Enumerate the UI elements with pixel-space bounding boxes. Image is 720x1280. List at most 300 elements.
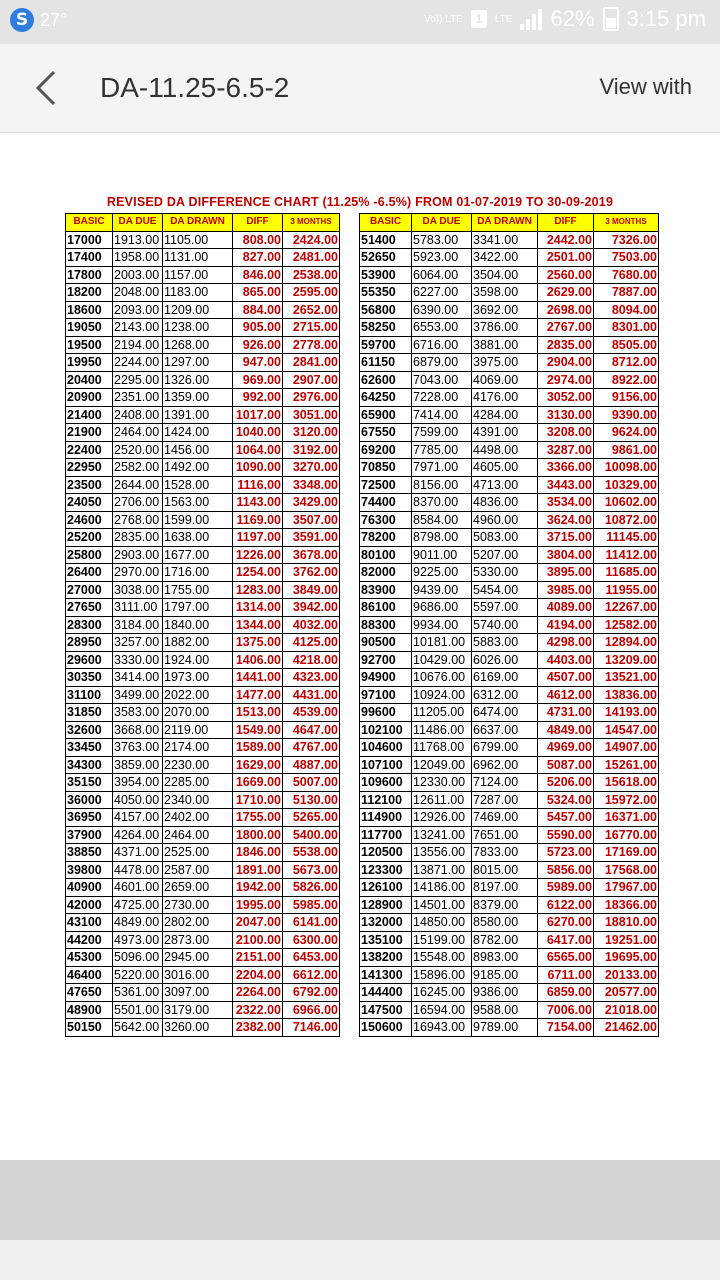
- table-row: [66, 476, 340, 494]
- cell-3-months: 2424.00: [283, 231, 340, 249]
- cell-da-due: 2351.00: [113, 389, 163, 407]
- cell-diff: 6859.00: [538, 984, 594, 1002]
- table-row: [360, 721, 659, 739]
- cell-basic: 135100: [360, 931, 412, 949]
- cell-da-drawn: 1563.00: [163, 494, 233, 512]
- cell-da-due: 16245.00: [412, 984, 472, 1002]
- table-row: [66, 809, 340, 827]
- cell-da-due: 3111.00: [113, 599, 163, 617]
- header-diff: DIFF: [233, 214, 283, 232]
- cell-da-drawn: 3786.00: [472, 319, 538, 337]
- table-row: [66, 336, 340, 354]
- cell-da-drawn: 6799.00: [472, 739, 538, 757]
- cell-da-drawn: 1238.00: [163, 319, 233, 337]
- cell-diff: 7006.00: [538, 1001, 594, 1019]
- cell-diff: 1995.00: [233, 896, 283, 914]
- cell-da-drawn: 6169.00: [472, 669, 538, 687]
- cell-da-drawn: 2119.00: [163, 721, 233, 739]
- table-row: [360, 931, 659, 949]
- cell-basic: 138200: [360, 949, 412, 967]
- cell-da-due: 13871.00: [412, 861, 472, 879]
- cell-3-months: 17169.00: [594, 844, 659, 862]
- cell-basic: 74400: [360, 494, 412, 512]
- cell-da-due: 2644.00: [113, 476, 163, 494]
- cell-da-due: 1958.00: [113, 249, 163, 267]
- cell-3-months: 11685.00: [594, 564, 659, 582]
- cell-da-drawn: 1599.00: [163, 511, 233, 529]
- cell-da-due: 3954.00: [113, 774, 163, 792]
- table-row: [360, 914, 659, 932]
- table-row: [66, 914, 340, 932]
- table-row: [360, 861, 659, 879]
- cell-basic: 20400: [66, 371, 113, 389]
- cell-da-due: 5642.00: [113, 1019, 163, 1037]
- table-row: [360, 791, 659, 809]
- cell-diff: 3443.00: [538, 476, 594, 494]
- cell-basic: 62600: [360, 371, 412, 389]
- cell-da-drawn: 7469.00: [472, 809, 538, 827]
- cell-da-due: 2768.00: [113, 511, 163, 529]
- cell-basic: 56800: [360, 301, 412, 319]
- cell-3-months: 2976.00: [283, 389, 340, 407]
- cell-basic: 45300: [66, 949, 113, 967]
- cell-diff: 1226.00: [233, 546, 283, 564]
- cell-da-drawn: 1882.00: [163, 634, 233, 652]
- cell-3-months: 14547.00: [594, 721, 659, 739]
- cell-da-drawn: 2070.00: [163, 704, 233, 722]
- cell-3-months: 20577.00: [594, 984, 659, 1002]
- cell-da-drawn: 1973.00: [163, 669, 233, 687]
- cell-da-drawn: 1326.00: [163, 371, 233, 389]
- cell-da-drawn: 1797.00: [163, 599, 233, 617]
- table-row: [66, 721, 340, 739]
- cell-da-drawn: 1105.00: [163, 231, 233, 249]
- cell-da-drawn: 1677.00: [163, 546, 233, 564]
- cell-da-due: 16594.00: [412, 1001, 472, 1019]
- cell-da-due: 12330.00: [412, 774, 472, 792]
- cell-da-drawn: 7124.00: [472, 774, 538, 792]
- cell-diff: 1143.00: [233, 494, 283, 512]
- cell-da-drawn: 3975.00: [472, 354, 538, 372]
- cell-basic: 35150: [66, 774, 113, 792]
- cell-diff: 4403.00: [538, 651, 594, 669]
- cell-diff: 5723.00: [538, 844, 594, 862]
- cell-da-drawn: 8782.00: [472, 931, 538, 949]
- cell-da-due: 3668.00: [113, 721, 163, 739]
- cell-da-drawn: 2730.00: [163, 896, 233, 914]
- cell-diff: 2904.00: [538, 354, 594, 372]
- cell-basic: 69200: [360, 441, 412, 459]
- cell-da-drawn: 8197.00: [472, 879, 538, 897]
- cell-da-drawn: 8983.00: [472, 949, 538, 967]
- cell-diff: 1513.00: [233, 704, 283, 722]
- cell-basic: 120500: [360, 844, 412, 862]
- cell-3-months: 2778.00: [283, 336, 340, 354]
- table-row: [66, 669, 340, 687]
- cell-3-months: 4032.00: [283, 616, 340, 634]
- cell-diff: 6122.00: [538, 896, 594, 914]
- cell-da-drawn: 9386.00: [472, 984, 538, 1002]
- cell-3-months: 2715.00: [283, 319, 340, 337]
- cell-basic: 44200: [66, 931, 113, 949]
- view-with-button[interactable]: View with: [599, 74, 692, 99]
- signal-icon: [520, 8, 542, 30]
- cell-3-months: 6453.00: [283, 949, 340, 967]
- cell-basic: 117700: [360, 826, 412, 844]
- cell-da-due: 2048.00: [113, 284, 163, 302]
- cell-da-drawn: 1297.00: [163, 354, 233, 372]
- cell-basic: 90500: [360, 634, 412, 652]
- cell-da-due: 5923.00: [412, 249, 472, 267]
- cell-da-drawn: 3260.00: [163, 1019, 233, 1037]
- cell-3-months: 3678.00: [283, 546, 340, 564]
- cell-diff: 2100.00: [233, 931, 283, 949]
- table-row: [66, 739, 340, 757]
- cell-basic: 141300: [360, 966, 412, 984]
- cell-diff: 2264.00: [233, 984, 283, 1002]
- cell-3-months: 5400.00: [283, 826, 340, 844]
- cell-basic: 27000: [66, 581, 113, 599]
- cell-3-months: 9156.00: [594, 389, 659, 407]
- cell-basic: 25200: [66, 529, 113, 547]
- cell-diff: 6417.00: [538, 931, 594, 949]
- cell-basic: 104600: [360, 739, 412, 757]
- cell-3-months: 7146.00: [283, 1019, 340, 1037]
- table-row: [66, 266, 340, 284]
- cell-3-months: 17568.00: [594, 861, 659, 879]
- cell-3-months: 11955.00: [594, 581, 659, 599]
- cell-3-months: 3120.00: [283, 424, 340, 442]
- cell-diff: 2974.00: [538, 371, 594, 389]
- cell-diff: 2047.00: [233, 914, 283, 932]
- cell-3-months: 16770.00: [594, 826, 659, 844]
- table-row: [360, 354, 659, 372]
- table-row: [66, 231, 340, 249]
- cell-3-months: 15618.00: [594, 774, 659, 792]
- cell-da-due: 8584.00: [412, 511, 472, 529]
- cell-3-months: 9861.00: [594, 441, 659, 459]
- cell-da-due: 6553.00: [412, 319, 472, 337]
- chevron-left-icon: [24, 64, 72, 112]
- cell-diff: 5590.00: [538, 826, 594, 844]
- cell-basic: 21900: [66, 424, 113, 442]
- cell-da-drawn: 2659.00: [163, 879, 233, 897]
- cell-3-months: 6612.00: [283, 966, 340, 984]
- table-row: [66, 634, 340, 652]
- cell-da-due: 6879.00: [412, 354, 472, 372]
- cell-diff: 2698.00: [538, 301, 594, 319]
- cell-3-months: 5985.00: [283, 896, 340, 914]
- cell-diff: 1254.00: [233, 564, 283, 582]
- table-row: [360, 739, 659, 757]
- table-row: [360, 406, 659, 424]
- cell-diff: 2835.00: [538, 336, 594, 354]
- document-page: [0, 133, 720, 1160]
- cell-diff: 1344.00: [233, 616, 283, 634]
- table-row: [66, 424, 340, 442]
- table-row: [360, 231, 659, 249]
- cell-3-months: 19695.00: [594, 949, 659, 967]
- cell-da-due: 5361.00: [113, 984, 163, 1002]
- cell-basic: 26400: [66, 564, 113, 582]
- table-row: [66, 511, 340, 529]
- table-row: [360, 774, 659, 792]
- table-row: [360, 1019, 659, 1037]
- cell-diff: 2382.00: [233, 1019, 283, 1037]
- table-row: [360, 511, 659, 529]
- cell-basic: 40900: [66, 879, 113, 897]
- cell-diff: 5206.00: [538, 774, 594, 792]
- cell-da-due: 7599.00: [412, 424, 472, 442]
- cell-basic: 31850: [66, 704, 113, 722]
- cell-da-due: 2194.00: [113, 336, 163, 354]
- cell-diff: 2151.00: [233, 949, 283, 967]
- cell-da-due: 5096.00: [113, 949, 163, 967]
- sim-indicator: 1: [471, 10, 487, 28]
- cell-basic: 88300: [360, 616, 412, 634]
- table-row: [66, 931, 340, 949]
- cell-da-due: 4050.00: [113, 791, 163, 809]
- table-row: [360, 651, 659, 669]
- da-table-right: [359, 213, 659, 1037]
- cell-basic: 50150: [66, 1019, 113, 1037]
- cell-diff: 1629.00: [233, 756, 283, 774]
- table-row: [360, 581, 659, 599]
- cell-da-due: 3184.00: [113, 616, 163, 634]
- table-row: [66, 546, 340, 564]
- cell-da-drawn: 5083.00: [472, 529, 538, 547]
- cell-basic: 39800: [66, 861, 113, 879]
- clock: 3:15 pm: [626, 6, 706, 31]
- cell-da-due: 2706.00: [113, 494, 163, 512]
- cell-3-months: 12582.00: [594, 616, 659, 634]
- cell-da-due: 10924.00: [412, 686, 472, 704]
- header-basic: BASIC: [360, 214, 412, 232]
- cell-da-due: 5783.00: [412, 231, 472, 249]
- cell-da-drawn: 1755.00: [163, 581, 233, 599]
- cell-basic: 97100: [360, 686, 412, 704]
- cell-da-due: 2520.00: [113, 441, 163, 459]
- cell-3-months: 5265.00: [283, 809, 340, 827]
- cell-3-months: 3942.00: [283, 599, 340, 617]
- document-viewer[interactable]: [0, 133, 720, 1280]
- cell-basic: 78200: [360, 529, 412, 547]
- table-row: [66, 441, 340, 459]
- cell-da-due: 3257.00: [113, 634, 163, 652]
- cell-da-drawn: 4605.00: [472, 459, 538, 477]
- cell-basic: 53900: [360, 266, 412, 284]
- title-bar: [0, 44, 720, 133]
- cell-da-due: 10429.00: [412, 651, 472, 669]
- cell-diff: 2501.00: [538, 249, 594, 267]
- cell-diff: 1017.00: [233, 406, 283, 424]
- cell-3-months: 6792.00: [283, 984, 340, 1002]
- cell-3-months: 17967.00: [594, 879, 659, 897]
- cell-3-months: 5826.00: [283, 879, 340, 897]
- cell-da-drawn: 1424.00: [163, 424, 233, 442]
- cell-basic: 64250: [360, 389, 412, 407]
- cell-diff: 6711.00: [538, 966, 594, 984]
- cell-basic: 92700: [360, 651, 412, 669]
- table-row: [360, 546, 659, 564]
- table-row: [360, 494, 659, 512]
- cell-da-due: 3038.00: [113, 581, 163, 599]
- cell-3-months: 2907.00: [283, 371, 340, 389]
- cell-da-drawn: 3692.00: [472, 301, 538, 319]
- cell-da-due: 12049.00: [412, 756, 472, 774]
- cell-3-months: 7503.00: [594, 249, 659, 267]
- table-row: [360, 879, 659, 897]
- cell-da-drawn: 5883.00: [472, 634, 538, 652]
- cell-da-due: 9439.00: [412, 581, 472, 599]
- cell-diff: 5989.00: [538, 879, 594, 897]
- cell-basic: 25800: [66, 546, 113, 564]
- cell-da-drawn: 5330.00: [472, 564, 538, 582]
- lte-indicator: LTE: [494, 13, 513, 25]
- cell-da-drawn: 1268.00: [163, 336, 233, 354]
- cell-da-drawn: 3422.00: [472, 249, 538, 267]
- cell-da-drawn: 3598.00: [472, 284, 538, 302]
- cell-da-drawn: 5454.00: [472, 581, 538, 599]
- header-3-months: 3 MONTHS: [283, 214, 340, 232]
- cell-da-due: 2143.00: [113, 319, 163, 337]
- cell-3-months: 6966.00: [283, 1001, 340, 1019]
- cell-3-months: 8922.00: [594, 371, 659, 389]
- back-button[interactable]: [24, 64, 72, 112]
- table-row: [360, 949, 659, 967]
- cell-da-due: 7785.00: [412, 441, 472, 459]
- cell-basic: 22400: [66, 441, 113, 459]
- cell-3-months: 13521.00: [594, 669, 659, 687]
- cell-diff: 5087.00: [538, 756, 594, 774]
- cell-diff: 2442.00: [538, 231, 594, 249]
- table-header-row: [66, 214, 340, 232]
- cell-da-due: 15548.00: [412, 949, 472, 967]
- cell-da-due: 9011.00: [412, 546, 472, 564]
- table-row: [360, 284, 659, 302]
- cell-basic: 17000: [66, 231, 113, 249]
- cell-3-months: 18810.00: [594, 914, 659, 932]
- cell-basic: 83900: [360, 581, 412, 599]
- cell-basic: 22950: [66, 459, 113, 477]
- cell-diff: 3895.00: [538, 564, 594, 582]
- cell-da-due: 3583.00: [113, 704, 163, 722]
- cell-diff: 2767.00: [538, 319, 594, 337]
- cell-diff: 1891.00: [233, 861, 283, 879]
- table-row: [66, 371, 340, 389]
- cell-da-due: 4973.00: [113, 931, 163, 949]
- cell-da-due: 2244.00: [113, 354, 163, 372]
- table-row: [360, 301, 659, 319]
- cell-da-due: 6390.00: [412, 301, 472, 319]
- cell-da-drawn: 1638.00: [163, 529, 233, 547]
- header-diff: DIFF: [538, 214, 594, 232]
- cell-basic: 19950: [66, 354, 113, 372]
- cell-basic: 107100: [360, 756, 412, 774]
- table-row: [360, 669, 659, 687]
- cell-da-drawn: 4960.00: [472, 511, 538, 529]
- table-row: [66, 564, 340, 582]
- cell-basic: 17800: [66, 266, 113, 284]
- cell-basic: 17400: [66, 249, 113, 267]
- cell-diff: 6565.00: [538, 949, 594, 967]
- cell-3-months: 3348.00: [283, 476, 340, 494]
- cell-diff: 1375.00: [233, 634, 283, 652]
- cell-diff: 1549.00: [233, 721, 283, 739]
- cell-3-months: 5538.00: [283, 844, 340, 862]
- table-row: [66, 616, 340, 634]
- cell-basic: 52650: [360, 249, 412, 267]
- cell-diff: 6270.00: [538, 914, 594, 932]
- cell-3-months: 3591.00: [283, 529, 340, 547]
- cell-da-drawn: 5740.00: [472, 616, 538, 634]
- cell-da-due: 2295.00: [113, 371, 163, 389]
- table-row: [66, 984, 340, 1002]
- cell-diff: 2204.00: [233, 966, 283, 984]
- table-row: [66, 756, 340, 774]
- cell-basic: 150600: [360, 1019, 412, 1037]
- cell-da-due: 14850.00: [412, 914, 472, 932]
- table-row: [66, 249, 340, 267]
- cell-3-months: 16371.00: [594, 809, 659, 827]
- cell-da-due: 2003.00: [113, 266, 163, 284]
- cell-basic: 126100: [360, 879, 412, 897]
- table-row: [360, 266, 659, 284]
- cell-3-months: 5673.00: [283, 861, 340, 879]
- table-row: [360, 336, 659, 354]
- cell-da-due: 16943.00: [412, 1019, 472, 1037]
- cell-basic: 29600: [66, 651, 113, 669]
- cell-3-months: 3849.00: [283, 581, 340, 599]
- cell-3-months: 3192.00: [283, 441, 340, 459]
- cell-basic: 30350: [66, 669, 113, 687]
- cell-da-drawn: 4284.00: [472, 406, 538, 424]
- table-row: [66, 791, 340, 809]
- table-row: [66, 704, 340, 722]
- cell-3-months: 11145.00: [594, 529, 659, 547]
- cell-3-months: 21018.00: [594, 1001, 659, 1019]
- cell-diff: 1800.00: [233, 826, 283, 844]
- cell-diff: 4194.00: [538, 616, 594, 634]
- cell-da-due: 3499.00: [113, 686, 163, 704]
- cell-basic: 31100: [66, 686, 113, 704]
- cell-basic: 59700: [360, 336, 412, 354]
- cell-da-drawn: 8379.00: [472, 896, 538, 914]
- battery-icon: [603, 7, 619, 31]
- table-row: [66, 389, 340, 407]
- cell-da-due: 1913.00: [113, 231, 163, 249]
- cell-3-months: 10098.00: [594, 459, 659, 477]
- cell-basic: 43100: [66, 914, 113, 932]
- cell-diff: 865.00: [233, 284, 283, 302]
- cell-3-months: 21462.00: [594, 1019, 659, 1037]
- cell-da-due: 8370.00: [412, 494, 472, 512]
- cell-basic: 102100: [360, 721, 412, 739]
- cell-basic: 128900: [360, 896, 412, 914]
- cell-diff: 1441.00: [233, 669, 283, 687]
- cell-3-months: 2538.00: [283, 266, 340, 284]
- cell-da-due: 15896.00: [412, 966, 472, 984]
- cell-basic: 19500: [66, 336, 113, 354]
- cell-da-due: 4725.00: [113, 896, 163, 914]
- cell-da-due: 12611.00: [412, 791, 472, 809]
- cell-diff: 5856.00: [538, 861, 594, 879]
- da-table-left: [65, 213, 340, 1037]
- cell-basic: 112100: [360, 791, 412, 809]
- cell-basic: 99600: [360, 704, 412, 722]
- cell-basic: 82000: [360, 564, 412, 582]
- cell-da-due: 3330.00: [113, 651, 163, 669]
